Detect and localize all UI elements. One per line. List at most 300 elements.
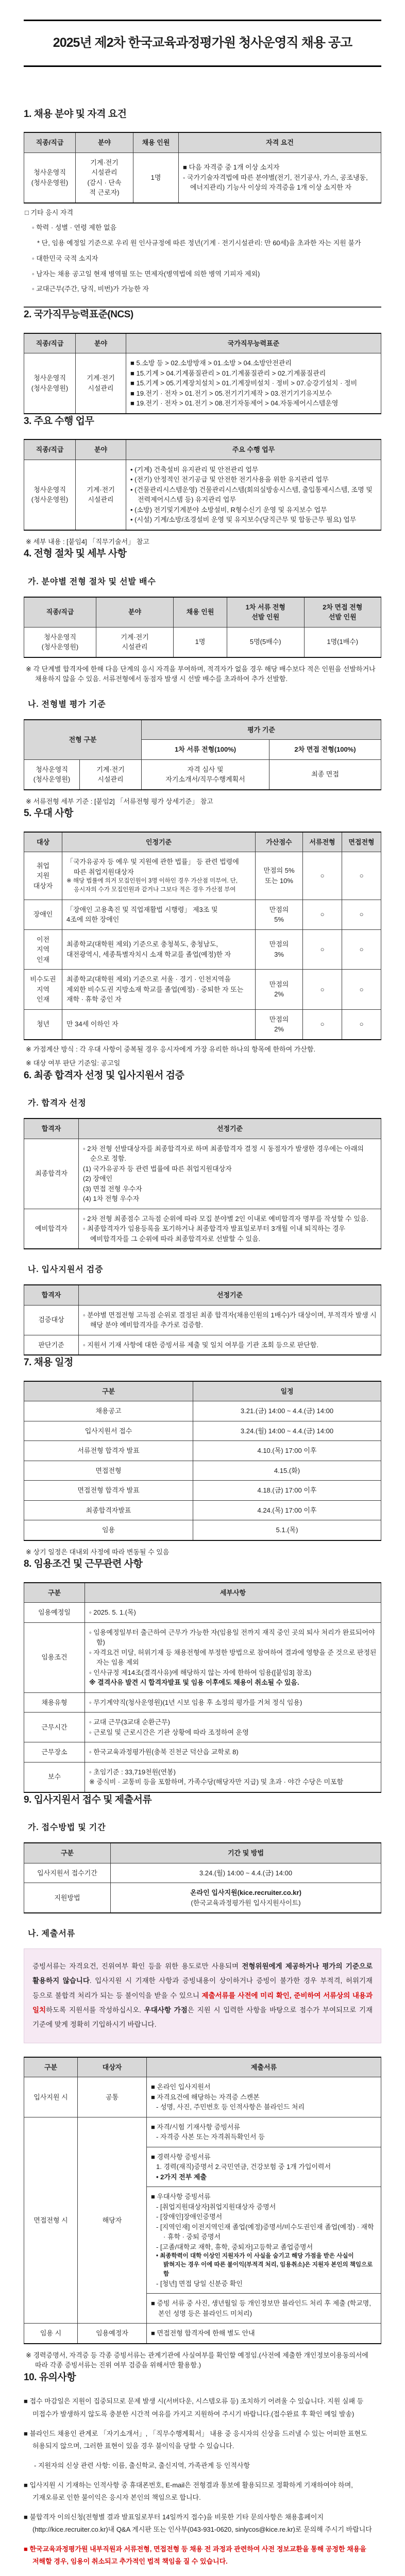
table-header-cell	[79, 1118, 381, 1139]
page-title: 2025년 제2차 한국교육과정평가원 청사운영직 채용 공고	[24, 20, 381, 67]
table-cell	[24, 1481, 193, 1501]
cell-line: (한국교육과정평가원 입사지원사이트)	[191, 1899, 301, 1907]
table-row	[24, 132, 381, 152]
cell-line: 시설관리	[122, 643, 148, 651]
table-row	[24, 1692, 381, 1713]
table-header-cell	[174, 597, 227, 628]
cell-line: ◦ 2차 전형 최종점수 고득점 순위에 따라 모집 분야별 2인 이내로 예비합격자 명부를 작성할 수 있음.	[83, 1214, 369, 1223]
paragraph	[24, 2543, 381, 2568]
text-run: ■ 입사지원 시 기재하는 인적사항 중 휴대폰번호, E-mail은 전형결과 통보에 활용되므로 정확하게 기재하여야 하며, 기재오류로 인한 불이익은 응시자 본인의 책임으로 합니다.	[24, 2481, 353, 2501]
table-header-cell	[303, 832, 342, 852]
cell-line: 서류전형	[309, 838, 335, 846]
table-cell	[78, 2324, 147, 2344]
cell-line: 비수도권	[30, 975, 56, 983]
table-header-cell	[179, 132, 381, 152]
subsection-4b-heading: 나. 전형별 평가 기준	[28, 700, 106, 709]
cell-line: 선발 인원	[328, 613, 357, 621]
table-cell	[85, 1603, 381, 1623]
required-documents-table	[24, 2057, 381, 2344]
cell-line: 채용공고	[95, 1407, 122, 1415]
table-cell	[256, 1009, 303, 1040]
table-cell	[256, 970, 303, 1010]
table-cell	[342, 852, 381, 900]
cell-line: ○	[359, 910, 364, 919]
table-cell	[227, 627, 305, 657]
table-header-cell	[85, 1583, 381, 1603]
cell-line: ■ 면접전형 합격자에 한해 별도 안내	[151, 2329, 255, 2337]
table-row	[24, 2117, 381, 2147]
employment-conditions-table	[24, 1582, 381, 1793]
cell-line: ■ 19.전기 · 전자 > 01.전기 > 08.전기자동제어 > 04.자동제어시스템운영	[130, 399, 339, 407]
table-row	[24, 970, 381, 1010]
table-row	[24, 852, 381, 900]
cell-line: 입사지원서 접수	[85, 1427, 132, 1435]
table-cell	[62, 929, 256, 970]
table-cell	[193, 1401, 381, 1421]
table-cell	[174, 627, 227, 657]
table-cell	[24, 460, 76, 530]
table-cell	[342, 970, 381, 1010]
cell-line: 만점의 5%	[263, 867, 295, 875]
cell-line: ○	[320, 985, 325, 993]
table-cell	[269, 759, 381, 790]
cell-line: (3) 면접 전형 우수자	[83, 1184, 142, 1193]
cell-line: 임용 시	[40, 2329, 62, 2337]
selection-note: ※ 각 단계별 합격자에 한해 다음 단계의 응시 자격을 부여하며, 적격자가 없을 경우 해당 배수보다 적은 인원을 선발하거나 채용하지 않을 수 있음. 서류전형에서 동점자 발생 시 선발 배수를 초과하여 추가 선발함.	[26, 665, 376, 683]
cell-line: ◦ 무기계약직(청사운영원)(1년 시보 임용 후 소정의 평가를 거쳐 정식 임용)	[89, 1698, 302, 1706]
section-application-documents	[24, 1793, 381, 2370]
text-run: ■ 한국교육과정평가원 내부직원과 서류전형, 면접전형 등 채용 전 과정과 관련하여 사전 정보교환을 통해 공정한 채용을 저해할 경우, 임용이 취소되고 추가적인 법적 책임을 질 수 있습니다.	[24, 2545, 366, 2565]
table-cell	[24, 152, 76, 203]
cell-line: 합격자	[41, 1125, 61, 1132]
cell-line: 구분	[47, 1588, 61, 1597]
recruit-field-table	[24, 132, 381, 204]
table-cell	[193, 1481, 381, 1501]
cell-line: 채용 인원	[186, 608, 214, 616]
cell-line: • (기계) 건축설비 유지관리 및 안전관리 업무	[130, 465, 259, 473]
section-1-heading: 1. 채용 분야 및 자격 요건	[24, 108, 127, 120]
text-run: ■ 블라인드 채용인 관계로 「자기소개서」, 「직무수행계획서」 내용 중 응시자의 신상을 드러낼 수 있는 어떠한 표현도 허용되지 않으며, 그러한 표현이 있을 경우 불이익을 당할 수 있습니다.	[24, 2429, 367, 2450]
table-row	[24, 1461, 381, 1481]
table-row	[24, 1713, 381, 1742]
table-header-cell	[126, 439, 381, 460]
section-selection-process	[24, 547, 381, 806]
text-run: 전형위원에게 제공하거나 평가의 기준으로 활용하지 않습니다	[32, 1962, 373, 1985]
section-preferences	[24, 806, 381, 1069]
table-row	[24, 1441, 381, 1461]
cell-line: ■ 경력사항 증빙서류	[151, 2153, 211, 2161]
table-header-cell	[193, 1381, 381, 1401]
cell-line: 기계·전기	[87, 485, 115, 494]
duties-note: ※ 세부 내용 : [붙임4] 「직무기술서」 참고	[26, 537, 149, 546]
table-row	[24, 1401, 381, 1421]
cell-line: ◦ 2차 전형 선발대상자를 최종합격자로 하며 최종합격자 결정 시 동점자가 발생한 경우에는 아래의 순으로 정함.	[83, 1144, 364, 1162]
cell-line: 선정기준	[216, 1125, 243, 1132]
table-cell	[256, 929, 303, 970]
table-header-cell	[142, 720, 381, 740]
table-row	[24, 2077, 381, 2117]
table-row	[24, 1622, 381, 1692]
cell-line: (청사운영원)	[31, 496, 69, 503]
cell-line: ○	[359, 872, 364, 879]
text-run: 은 지원 시 입력한 사항을 바탕으로 점수가 부여되므로 기재 기준에 맞게 정확히 기입하시기 바랍니다.	[32, 2006, 373, 2029]
application-method-table	[24, 1842, 381, 1913]
cell-line: 4.15.(화)	[274, 1466, 300, 1475]
cell-line: 「장애인 고용촉진 및 직업재활법 시행령」 제3조 및	[66, 905, 218, 913]
table-cell	[193, 1520, 381, 1540]
final-selection-table	[24, 1118, 381, 1249]
paragraph	[34, 2460, 381, 2472]
table-cell	[147, 2187, 381, 2294]
paragraph	[26, 1058, 381, 1069]
cell-line: 3.24.(월) 14:00 ~ 4.4.(금) 14:00	[240, 1427, 334, 1435]
table-row	[24, 627, 381, 657]
table-cell	[303, 900, 342, 929]
table-row	[24, 1305, 381, 1335]
cell-line: ◦ 초임기준 : 33,719천원(연봉)	[89, 1768, 176, 1776]
table-row	[24, 2057, 381, 2077]
table-cell	[256, 900, 303, 929]
text-run: ■ 불합격자 이의신청(전형별 결과 발표일로부터 14일까지 접수)을 비롯한 기타 문의사항은 채용홈페이지(http://kice.recruiter.co.kr)내 Q&A 게시판 또는 인사부(043-931-0620, sinlycos@kice.re.kr)로 문의해 주시기 바랍니다	[24, 2513, 372, 2533]
table-row	[24, 1863, 381, 1883]
table-row	[24, 1381, 381, 1401]
cell-line: 5.1.(목)	[276, 1526, 298, 1534]
cell-line: 인정기준	[145, 838, 172, 846]
cell-line: 자격 심사 및	[187, 765, 224, 773]
cell-line: 분야	[97, 139, 111, 146]
cell-line: (4) 1차 전형 우수자	[83, 1195, 140, 1202]
table-row	[24, 1009, 381, 1040]
cell-line: 청사운영직	[33, 485, 66, 494]
cell-line: ■ 증빙 서류 중 사진, 생년월일 등 개인정보만 블라인드 처리 후 제출 (학교명, 본인 성명 등은 블라인드 미처리)	[151, 2299, 371, 2317]
cell-line: 기계·전기	[96, 765, 125, 773]
table-header-cell	[24, 439, 76, 460]
table-cell	[24, 1335, 79, 1355]
table-cell	[303, 1009, 342, 1040]
table-header-cell	[142, 740, 269, 760]
cell-line: ◦ 근로일 및 근로시간은 기관 상황에 따라 조정하여 운영	[89, 1728, 249, 1736]
table-cell	[24, 1401, 193, 1421]
text-run: * 단, 임용 예정일 기준으로 우리 원 인사규정에 따른 정년(기계 · 전기시설관리: 만 60세)을 초과한 자는 지원 불가	[37, 239, 361, 247]
table-cell	[78, 2077, 147, 2117]
application-verification-table	[24, 1284, 381, 1355]
cell-line: ◦ 인사규정 제14조(결격사유)에 해당하지 않는 자에 한하여 임용([붙임3] 참조)	[89, 1668, 312, 1676]
cell-line: 면접전형	[95, 1466, 122, 1475]
cell-line: 근무장소	[41, 1748, 68, 1756]
table-header-cell	[269, 740, 381, 760]
cell-line: 최종학교(대학원 제외) 기준으로 서울 · 경기 · 인천지역을 제외한 비수도권 지방소재 학교를 졸업(예정) · 중퇴한 자 또는 재학 · 휴학 중인 자	[66, 975, 244, 1003]
subsection-9b-heading: 나. 제출서류	[28, 1929, 76, 1938]
cell-line: 임용조건	[41, 1653, 68, 1662]
cell-line: ○	[320, 872, 325, 879]
cell-line: 구분	[44, 2063, 58, 2071]
table-row	[24, 1603, 381, 1623]
cell-line: 3.24.(월) 14:00 ~ 4.4.(금) 14:00	[199, 1869, 293, 1877]
table-header-cell	[78, 2057, 147, 2077]
cell-line: 분야	[94, 446, 108, 453]
section-8-heading: 8. 임용조건 및 근무관련 사항	[24, 1558, 143, 1569]
cell-line: 면접전형	[348, 838, 375, 846]
table-cell	[24, 1742, 85, 1762]
table-cell	[62, 852, 256, 900]
table-header-cell	[111, 1843, 381, 1863]
table-header-cell	[79, 1285, 381, 1305]
table-cell	[62, 1009, 256, 1040]
section-final-selection	[24, 1069, 381, 1356]
cell-line: 시설관리	[91, 168, 117, 176]
cell-line: ■ 우대사항 증빙서류	[151, 2193, 211, 2201]
table-cell	[142, 759, 269, 790]
section-4-heading: 4. 전형 절차 및 세부 사항	[24, 548, 127, 559]
cell-line: 1차 서류 전형(100%)	[174, 745, 237, 753]
cell-line: 시설관리	[88, 384, 114, 392]
section-9-heading: 9. 입사지원서 접수 및 제출서류	[24, 1794, 152, 1805]
cell-line: 기계·전기	[121, 633, 149, 641]
table-cell	[24, 759, 80, 790]
cell-line: ■ 자격요건에 해당하는 자격증 스캔본	[151, 2093, 260, 2101]
table-cell	[62, 900, 256, 929]
table-header-cell	[133, 132, 179, 152]
cell-line: 지역	[36, 985, 50, 993]
table-cell	[79, 1139, 381, 1209]
paragraph	[24, 2479, 381, 2504]
table-header-cell	[24, 720, 142, 760]
cell-line: - [지역인재] 이전지역인재 졸업(예정)증명서/비수도권인재 졸업(예정) · 재학 · 휴학 · 중퇴 증명서	[156, 2223, 374, 2241]
table-cell	[24, 970, 62, 1010]
table-cell	[24, 1139, 79, 1209]
text-run: ◦ 교대근무(주간, 당직, 비번)가 가능한 자	[32, 285, 149, 293]
section-recruit-field	[24, 107, 381, 308]
evaluation-note: ※ 서류전형 세부 기준 : [붙임2] 「서류전형 평가 상세기준」 참고	[26, 797, 213, 805]
other-eligibility-notes	[24, 207, 381, 296]
cell-line: 1차 서류 전형	[245, 603, 285, 611]
text-run: ※ 가점계산 방식 : 각 우대 사항이 중복될 경우 응시자에게 가장 유리한 하나의 항목에 한하여 가산함.	[26, 1045, 316, 1053]
table-cell	[147, 2324, 381, 2344]
cell-line: 4.18.(금) 17:00 이후	[257, 1486, 317, 1494]
text-run: 하도록 지원서를 작성하십시오.	[46, 2006, 144, 2014]
table-cell	[79, 1335, 381, 1355]
table-header-cell	[24, 2057, 78, 2077]
cell-line: 입사지원서 접수기간	[37, 1869, 97, 1877]
table-header-cell	[24, 1285, 79, 1305]
cell-line: ◦ 2025. 5. 1.(목)	[89, 1608, 136, 1616]
text-run: ◦ 대한민국 국적 소지자	[32, 254, 98, 262]
cell-line: 자격 요건	[266, 139, 294, 146]
cell-line: ○	[320, 910, 325, 919]
paragraph	[24, 2511, 381, 2536]
cell-line: 면접전형 합격자 발표	[77, 1486, 140, 1494]
cell-line: 만점의	[269, 940, 289, 948]
section-3-heading: 3. 주요 수행 업무	[24, 415, 94, 427]
text-run: ◦ 남자는 채용 공고일 현재 병역필 또는 면제자(병역법에 의한 병역 기피자 제외)	[32, 269, 260, 278]
table-header-cell	[147, 2057, 381, 2077]
cell-line: ○	[359, 985, 364, 993]
cell-line: - 자격증 사본 또는 자격취득확인서 등	[156, 2133, 265, 2141]
cell-line: 1. 경력(재직)증명서 2.국민연금, 건강보험 중 1개 가입이력서	[156, 2163, 331, 2171]
cell-line: 기계·전기	[90, 158, 119, 166]
table-header-cell	[76, 333, 126, 353]
table-cell	[24, 1622, 85, 1692]
table-row	[24, 759, 381, 790]
paragraph	[32, 268, 381, 280]
table-cell	[24, 1209, 79, 1249]
cell-line: - [고졸/대학교 재학, 휴학, 중퇴자]고등학교 졸업증명서	[156, 2243, 313, 2251]
paragraph	[32, 222, 381, 234]
cell-line: 임용	[102, 1526, 115, 1534]
paragraph	[37, 238, 381, 249]
table-header-cell	[126, 333, 381, 353]
text-run: ◦ 학력 · 성별 · 연령 제한 없음	[32, 224, 117, 232]
table-row	[24, 1118, 381, 1139]
cautions-list	[24, 2395, 381, 2576]
cell-line: (청사운영원)	[31, 384, 69, 392]
cell-line: 주요 수행 업무	[232, 446, 275, 453]
cell-line: 직종/직급	[36, 139, 64, 146]
table-cell	[96, 627, 174, 657]
table-row	[24, 353, 381, 414]
cell-line: 선발 인원	[251, 613, 280, 621]
table-cell	[24, 1603, 85, 1623]
section-ncs	[24, 308, 381, 414]
table-cell	[85, 1692, 381, 1713]
cell-line: 최종 면접	[311, 770, 339, 778]
table-row	[24, 1285, 381, 1305]
table-header-cell	[62, 832, 256, 852]
cell-line: 분야	[94, 339, 108, 347]
table-cell	[79, 1305, 381, 1335]
paragraph	[24, 2575, 381, 2576]
table-cell	[85, 1742, 381, 1762]
table-cell	[303, 970, 342, 1010]
cell-line: 청사운영직	[33, 168, 66, 176]
cell-line: ○	[320, 1020, 325, 1028]
table-cell	[342, 1009, 381, 1040]
table-row	[24, 1209, 381, 1249]
cell-line: 4.24.(목) 17:00 이후	[257, 1506, 317, 1514]
cell-line: 인재	[36, 955, 50, 963]
text-run: . 입사지원 시 기재한 사항과 증빙내용이 상이하거나 증빙이 불가한 경우 부적격, 허위기재 등으로 불합격 처리가 되는 등 불이익을 받을 수 있으니	[32, 1977, 373, 1999]
table-cell	[342, 929, 381, 970]
cell-line: 3.21.(금) 14:00 ~ 4.4.(금) 14:00	[240, 1407, 334, 1415]
cell-line: ■ 15.기계 > 04.기계품질관리 > 01.기계품질관리 > 02.기계품질관리	[130, 369, 326, 377]
cell-line: (1) 국가유공자 등 관련 법률에 따른 취업지원대상자	[83, 1164, 232, 1173]
table-cell	[85, 1762, 381, 1792]
cell-line: 2%	[274, 990, 284, 998]
section-employment-conditions	[24, 1557, 381, 1793]
section-2-heading: 2. 국가직무능력표준(NCS)	[24, 309, 133, 320]
cell-line: 합격자	[41, 1291, 61, 1299]
table-row	[24, 929, 381, 970]
subsection-6b-heading: 나. 입사지원서 검증	[28, 1265, 104, 1274]
cell-line: 대상	[36, 838, 50, 846]
table-row	[24, 720, 381, 740]
cell-line: ■ 5.소방 등 > 02.소방방재 > 01.소방 > 04.소방안전관리	[130, 359, 292, 367]
cell-line: 청사운영직	[36, 765, 68, 773]
table-cell	[24, 1520, 193, 1540]
table-cell	[126, 353, 381, 414]
cell-line: 기계·전기	[87, 374, 115, 382]
selection-multiple-table	[24, 597, 381, 658]
table-header-cell	[24, 333, 76, 353]
cell-line: 대상자	[33, 882, 53, 890]
cell-line: 직종/직급	[46, 608, 74, 616]
table-row	[24, 1742, 381, 1762]
cell-line: 만 34세 이하인 자	[66, 1020, 119, 1028]
documents-note: ※ 경력증명서, 자격증 등 각종 증빙서류는 관계기관에 사실여부를 확인할 예정임.(사전에 제출한 개인정보이용동의서에 따라 각종 증빙서류는 진위 여부 검증을 위해서만 활용함.)	[26, 2351, 368, 2369]
table-row	[24, 1421, 381, 1441]
cell-line: 최종합격자발표	[86, 1506, 131, 1514]
section-5-heading: 5. 우대 사항	[24, 808, 73, 819]
cell-line: - 국가기술자격법에 따른 분야별(전기, 전기공사, 가스, 공조냉동, 에너지관리) 기능사 이상의 자격증을 1개 이상 소지한 자	[183, 173, 368, 192]
table-cell	[303, 852, 342, 900]
cell-line: 전형 구분	[69, 735, 97, 743]
cell-line: 채용 인원	[142, 139, 170, 146]
table-row	[24, 597, 381, 628]
cell-line: 5명(5배수)	[249, 638, 281, 646]
cell-line: (청사운영원)	[41, 643, 79, 651]
cell-line: 검증대상	[38, 1316, 64, 1324]
cell-line: 임용예정자	[96, 2329, 128, 2337]
cell-line: • (전기) 안정적인 전기공급 및 안전한 전기사용을 위한 유지관리 업무	[130, 476, 329, 483]
table-cell	[133, 152, 179, 203]
table-cell	[24, 1692, 85, 1713]
cell-line: 지원	[36, 872, 50, 879]
cell-line: 서류전형 합격자 발표	[77, 1447, 140, 1454]
table-header-cell	[24, 132, 76, 152]
cell-line: • 2가지 전부 제출	[156, 2173, 207, 2181]
cell-line: 제출서류	[250, 2063, 277, 2071]
cell-line: 해당자	[102, 2216, 122, 2224]
cell-line: ■ 자격/시험 기재사항 증빙서류	[151, 2123, 240, 2131]
text-run: □ 기타 응시 자격	[25, 208, 74, 216]
cell-line: - [취업지원대상자]취업지원대상자 증명서	[156, 2202, 276, 2211]
paragraph	[32, 283, 381, 295]
cell-line: 보수	[47, 1773, 61, 1781]
table-row	[24, 1335, 381, 1355]
table-cell	[179, 152, 381, 203]
cell-line: 구분	[102, 1387, 115, 1395]
table-cell	[193, 1441, 381, 1461]
cell-line: 이전	[36, 935, 50, 943]
cell-line: 만점의	[269, 1015, 289, 1023]
cell-line: ○	[359, 945, 364, 953]
paragraph	[32, 1959, 373, 2032]
cell-line: 가산점수	[266, 838, 292, 846]
table-cell	[193, 1500, 381, 1520]
preferences-table	[24, 832, 381, 1040]
text-run: 우대사항 가점	[144, 2006, 188, 2014]
cell-line: ◦ 지원서 기재 사항에 대한 증빙서류 제출 및 일치 여부를 기관 조회 등으로 판단함.	[83, 1341, 319, 1349]
cell-line: • (건물관리시스템운영) 건물관리시스템(회의실방송시스템, 출입통제시스템, 조명 및 전력제어시스템 등) 유지관리 업무	[130, 485, 373, 503]
table-header-cell	[96, 597, 174, 628]
evaluation-criteria-table	[24, 719, 381, 790]
table-cell	[24, 1713, 85, 1742]
cell-line: 3%	[274, 950, 284, 958]
cell-line: - 성명, 사진, 주민번호 등 인적사항은 블라인드 처리	[156, 2103, 305, 2111]
table-row	[24, 1583, 381, 1603]
table-row	[24, 1843, 381, 1863]
table-row	[24, 1883, 381, 1913]
cell-line: ◦ 분야별 면접전형 고득점 순위로 결정된 최종 합격자(채용인원의 1배수)가 대상이며, 부적격자 발생 시 해당 분야 예비합격자를 추가로 검증함.	[83, 1311, 377, 1329]
table-cell	[193, 1461, 381, 1481]
subsection-4a-heading: 가. 분야별 전형 절차 및 선발 배수	[28, 577, 156, 586]
ncs-table	[24, 333, 381, 414]
cell-line: 기간 및 방법	[227, 1849, 264, 1857]
cell-line: 1명(1배수)	[327, 638, 359, 646]
table-header-cell	[76, 439, 126, 460]
cell-line: 「국가유공자 등 예우 및 지원에 관한 법률」 등 관련 법령에 따른 취업지원대상자	[66, 858, 239, 876]
table-cell	[85, 1622, 381, 1692]
